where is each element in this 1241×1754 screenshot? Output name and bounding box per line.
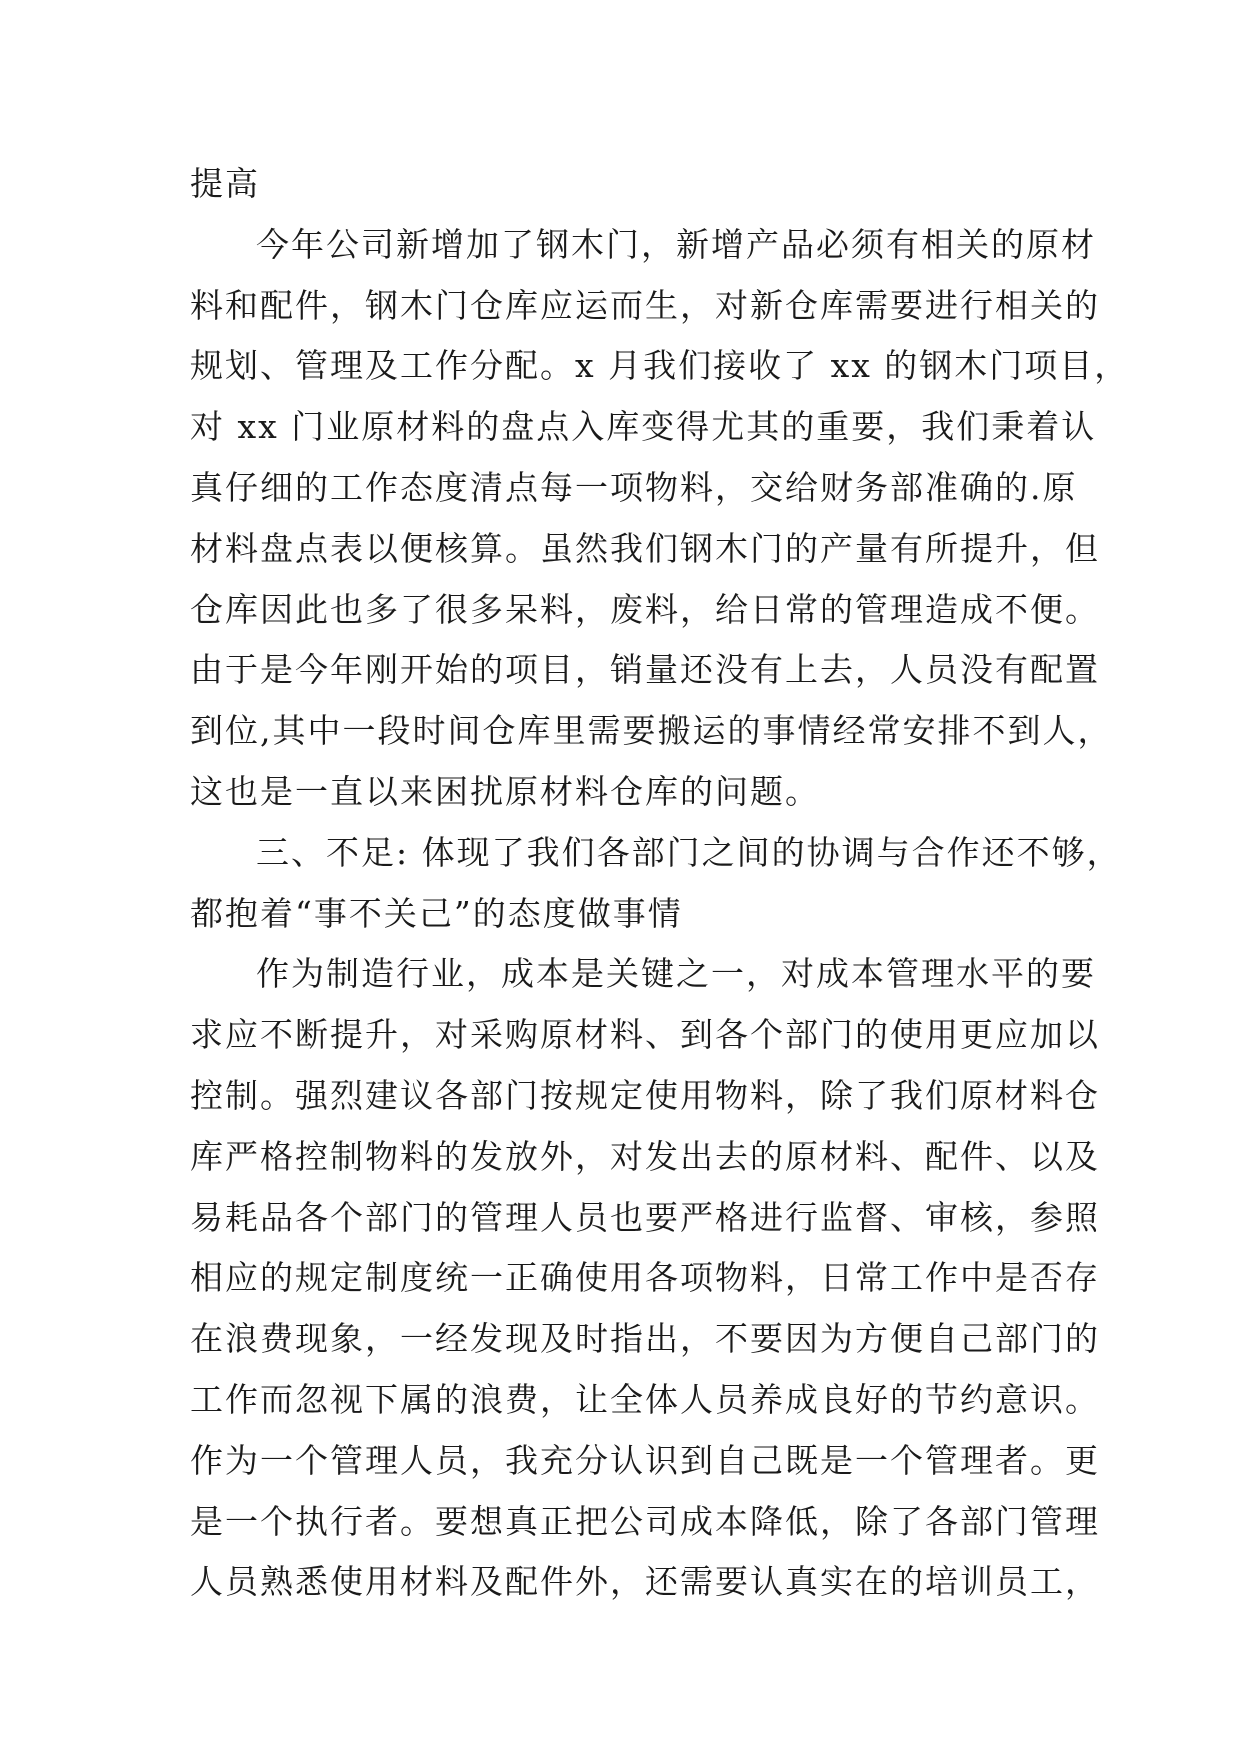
text-line: 库严格控制物料的发放外，对发出去的原材料、配件、以及 xyxy=(190,1136,1100,1176)
text-line: 人员熟悉使用材料及配件外，还需要认真实在的培训员工， xyxy=(190,1562,1100,1602)
text-line: 是一个执行者。要想真正把公司成本降低，除了各部门管理 xyxy=(190,1501,1100,1541)
text-line: 仓库因此也多了很多呆料，废料，给日常的管理造成不便。 xyxy=(190,589,1100,629)
text-line: 提高 xyxy=(190,164,260,203)
text-line: 作为一个管理人员，我充分认识到自己既是一个管理者。更 xyxy=(190,1440,1100,1480)
text-line: 三、不足: 体现了我们各部门之间的协调与合作还不够， xyxy=(256,832,1122,872)
text-line: 对 xx 门业原材料的盘点入库变得尤其的重要，我们秉着认 xyxy=(190,407,1097,447)
text-line: 都抱着“事不关己”的态度做事情 xyxy=(190,893,683,933)
text-line: 这也是一直以来困扰原材料仓库的问题。 xyxy=(190,771,820,811)
document-body xyxy=(190,154,1130,1613)
text-line: 料和配件，钢木门仓库应运而生，对新仓库需要进行相关的 xyxy=(190,285,1100,325)
text-line: 作为制造行业，成本是关键之一，对成本管理水平的要 xyxy=(256,954,1096,994)
text-line: 材料盘点表以便核算。虽然我们钢木门的产量有所提升，但 xyxy=(190,528,1100,568)
text-line: 到位,其中一段时间仓库里需要搬运的事情经常安排不到人， xyxy=(190,711,1113,751)
text-line: 工作而忽视下属的浪费，让全体人员养成良好的节约意识。 xyxy=(190,1379,1100,1419)
text-line: 相应的规定制度统一正确使用各项物料，日常工作中是否存 xyxy=(190,1258,1100,1298)
text-line: 在浪费现象，一经发现及时指出，不要因为方便自己部门的 xyxy=(190,1319,1100,1359)
text-line: 真仔细的工作态度清点每一项物料，交给财务部准确的.原 xyxy=(190,467,1078,507)
text-line: 易耗品各个部门的管理人员也要严格进行监督、审核，参照 xyxy=(190,1197,1100,1237)
text-line: 今年公司新增加了钢木门，新增产品必须有相关的原材 xyxy=(256,224,1096,264)
text-line: 由于是今年刚开始的项目，销量还没有上去，人员没有配置 xyxy=(190,650,1100,690)
text-line: 控制。强烈建议各部门按规定使用物料，除了我们原材料仓 xyxy=(190,1075,1100,1115)
text-line: 求应不断提升，对采购原材料、到各个部门的使用更应加以 xyxy=(190,1015,1100,1055)
text-line: 规划、管理及工作分配。x 月我们接收了 xx 的钢木门项目， xyxy=(190,346,1130,386)
